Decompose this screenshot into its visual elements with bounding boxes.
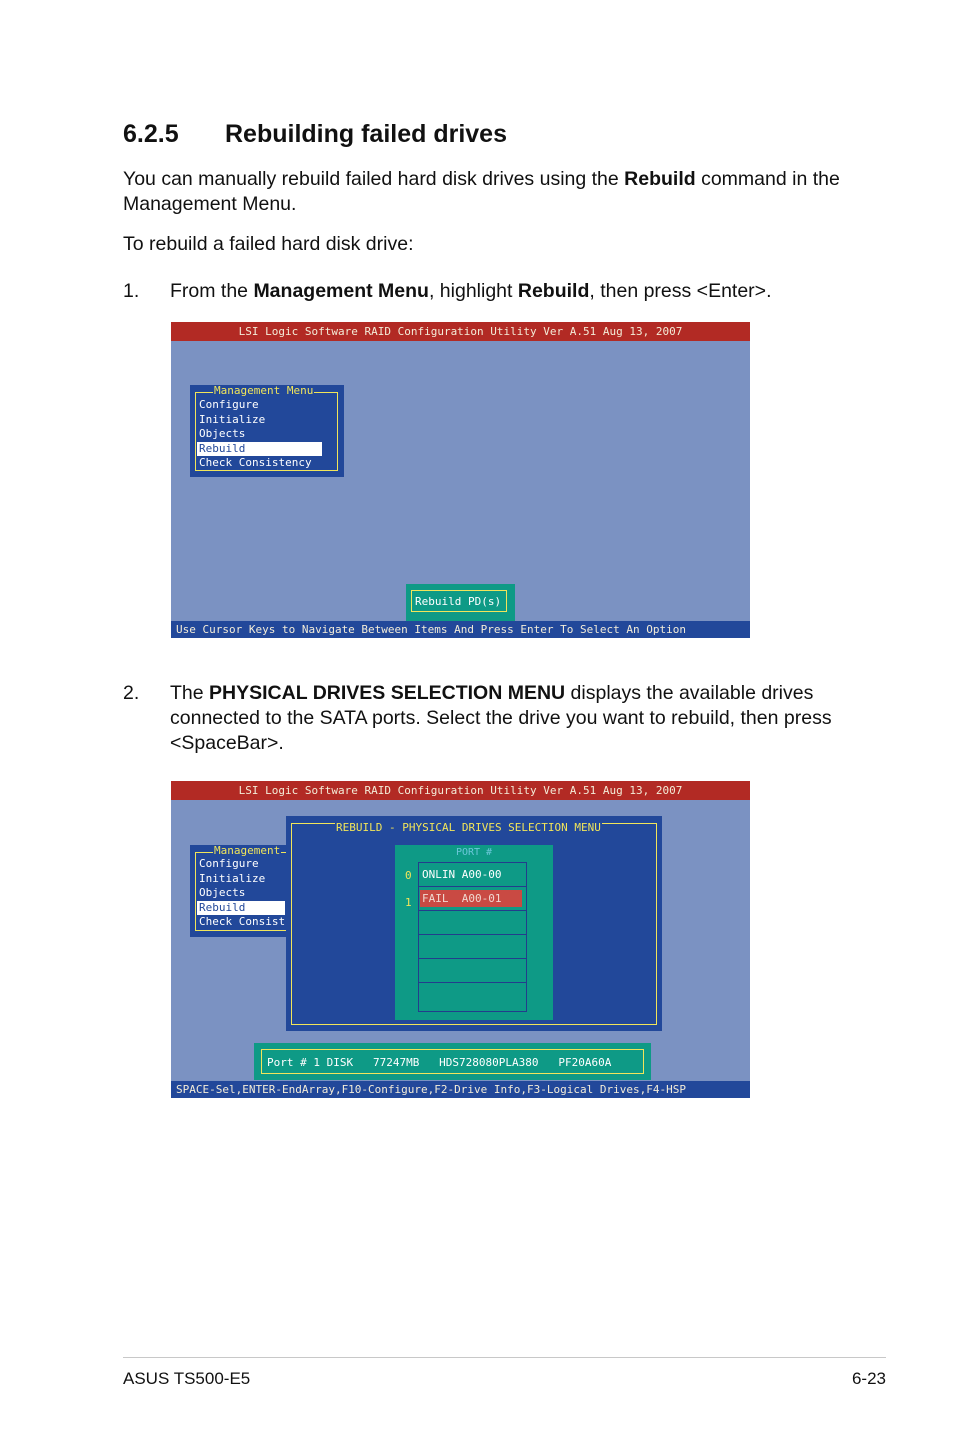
port-1-number: 1 <box>405 896 412 909</box>
menu-item-objects[interactable]: Objects <box>199 427 246 440</box>
port-slot-list <box>418 862 527 1012</box>
menu-item-initialize[interactable]: Initialize <box>199 871 266 885</box>
section-number: 6.2.5 <box>123 120 179 148</box>
port-0-number: 0 <box>405 869 412 882</box>
port-header: PORT # <box>455 847 493 858</box>
screen2-status-text: Port # 1 DISK 77247MB HDS728080PLA380 PF20A60A <box>261 1049 644 1074</box>
menu-item-configure[interactable]: Configure <box>199 398 259 411</box>
drives-selection-dialog <box>286 816 662 1031</box>
screen1-status-text: Rebuild PD(s) <box>411 590 507 612</box>
management-menu-list <box>197 398 322 471</box>
step1-number: 1. <box>123 280 140 302</box>
menu-item-check-consistency[interactable]: Check Consist <box>199 915 286 928</box>
step2-b1: PHYSICAL DRIVES SELECTION MENU <box>209 682 566 704</box>
step2-t1: The <box>170 682 210 704</box>
step2-text <box>170 681 860 756</box>
menu-item-check-consistency[interactable]: Check Consistency <box>199 456 312 469</box>
management-menu-title: Management Menu <box>214 384 314 397</box>
screen1-footer-bar: Use Cursor Keys to Navigate Between Items And Press Enter To Select An Option <box>171 621 750 638</box>
step2-number: 2. <box>123 682 140 704</box>
bios-screen-1 <box>171 322 750 638</box>
footer-rule <box>123 1357 886 1358</box>
menu-item-objects[interactable]: Objects <box>199 886 246 899</box>
port-panel <box>395 845 553 1020</box>
management-menu-box <box>190 385 344 477</box>
screen2-status-box <box>254 1043 651 1080</box>
footer-page-number: 6-23 <box>851 1369 886 1388</box>
step2-t2: displays the available drives connected to the SATA ports. Select the drive you want to rebuild, then press <SpaceBar>. <box>170 682 832 754</box>
management-menu-list-bg <box>197 857 285 930</box>
menu-item-rebuild[interactable]: Rebuild <box>197 442 322 457</box>
lead-text: To rebuild a failed hard disk drive: <box>123 233 414 255</box>
port-1-slot[interactable] <box>419 886 526 910</box>
intro-text: You can manually rebuild failed hard disk drives using the <box>123 168 625 190</box>
intro-text-end: command in the Management Menu. <box>123 168 840 215</box>
step1-text <box>170 279 860 304</box>
port-0-slot[interactable]: ONLIN A00-00 <box>422 868 502 881</box>
empty-slot <box>419 934 526 958</box>
empty-slot <box>419 958 526 982</box>
intro-paragraph <box>123 167 853 217</box>
empty-slot <box>419 910 526 934</box>
port-1-fail-label[interactable]: FAIL A00-01 <box>420 890 522 907</box>
management-menu-title-bg: Management <box>214 844 281 857</box>
menu-item-initialize[interactable]: Initialize <box>199 412 266 426</box>
section-title: Rebuilding failed drives <box>225 120 507 148</box>
menu-item-rebuild[interactable]: Rebuild <box>197 901 285 916</box>
step1-t3: , then press <Enter>. <box>589 280 772 302</box>
step1-t1: From the <box>170 280 254 302</box>
screen2-title-bar: LSI Logic Software RAID Configuration Utility Ver A.51 Aug 13, 2007 <box>171 781 750 800</box>
intro-bold: Rebuild <box>624 168 696 190</box>
empty-slot <box>419 982 526 1006</box>
step1-t2: , highlight <box>428 280 518 302</box>
footer-product: ASUS TS500-E5 <box>123 1369 251 1388</box>
step1-b2: Rebuild <box>517 280 590 302</box>
menu-item-configure[interactable]: Configure <box>199 857 259 870</box>
step1-b1: Management Menu <box>253 280 429 302</box>
screen1-title-bar: LSI Logic Software RAID Configuration Utility Ver A.51 Aug 13, 2007 <box>171 322 750 341</box>
screen1-status-box <box>406 584 515 621</box>
bios-screen-2 <box>171 781 750 1098</box>
screen2-footer-bar: SPACE-Sel,ENTER-EndArray,F10-Configure,F2-Drive Info,F3-Logical Drives,F4-HSP <box>171 1081 750 1098</box>
drives-selection-title: REBUILD - PHYSICAL DRIVES SELECTION MENU <box>336 821 601 834</box>
